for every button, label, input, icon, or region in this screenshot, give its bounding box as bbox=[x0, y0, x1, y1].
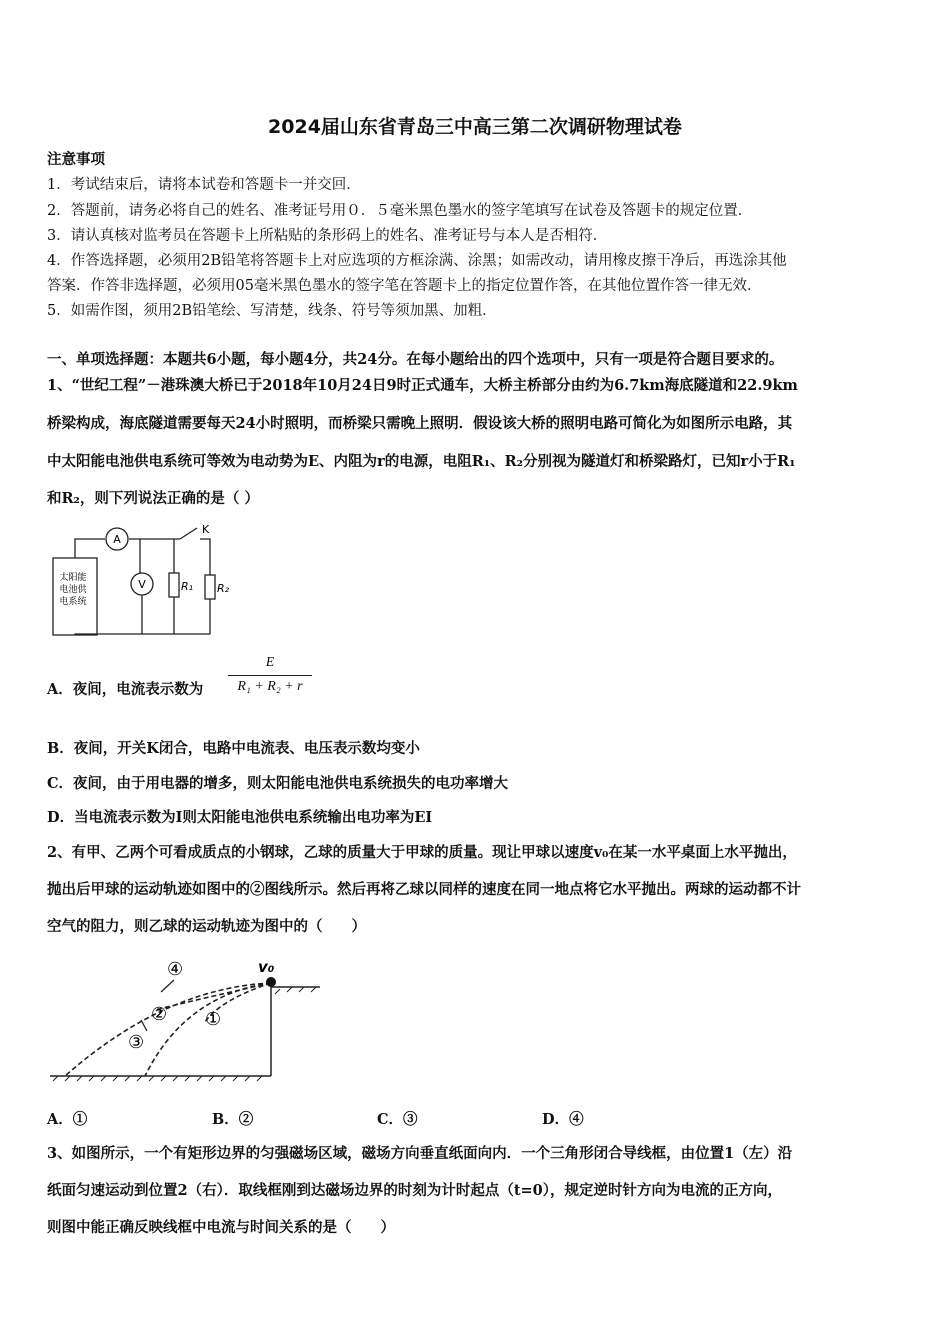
notice-heading: 注意事项 bbox=[47, 151, 105, 168]
q3-line-2: 纸面匀速运动到位置2（右）．取线框刚到达磁场边界的时刻为计时起点（t=0），规定逆时针方向为电流的正方向， bbox=[47, 1182, 783, 1199]
q1-option-d: D．当电流表示数为I则太阳能电池供电系统输出电功率为EI bbox=[47, 809, 433, 826]
notice-item-1: 1．考试结束后，请将本试卷和答题卡一并交回． bbox=[47, 177, 361, 193]
v0-label: v₀ bbox=[258, 958, 275, 976]
notice-item-4-cont: 答案．作答非选择题，必须用05毫米黑色墨水的签字笔在答题卡上的指定位置作答，在其他位置作答一律无效． bbox=[47, 278, 762, 294]
notice-item-3: 3．请认真核对监考员在答题卡上所粘贴的条形码上的姓名、准考证号与本人是否相符． bbox=[47, 228, 608, 244]
q3-line-1: 3、如图所示，一个有矩形边界的匀强磁场区域，磁场方向垂直纸面向内．一个三角形闭合导线框，由位置1（左）沿 bbox=[47, 1145, 793, 1162]
resistor-r1 bbox=[169, 573, 179, 597]
q1-option-a: A．夜间，电流表示数为 bbox=[47, 681, 204, 698]
label-2: ② bbox=[151, 1004, 168, 1025]
current-fraction bbox=[228, 655, 312, 701]
q1-line-4: 和R₂，则下列说法正确的是（ ） bbox=[47, 490, 259, 507]
trajectory-2 bbox=[155, 983, 271, 1010]
q2-option-b: B．② bbox=[212, 1111, 254, 1128]
section-heading: 一、单项选择题：本题共6小题，每小题4分，共24分。在每小题给出的四个选项中，只有一项是符合题目要求的。 bbox=[47, 351, 784, 368]
q2-line-3: 空气的阻力，则乙球的运动轨迹为图中的（ ） bbox=[47, 918, 366, 935]
q1-option-c: C．夜间，由于用电器的增多，则太阳能电池供电系统损失的电功率增大 bbox=[47, 775, 509, 792]
q2-option-a: A．① bbox=[47, 1111, 88, 1128]
box-label-1: 太阳能 bbox=[59, 573, 87, 583]
q1-line-2: 桥梁构成，海底隧道需要每天24小时照明，而桥梁只需晚上照明．假设该大桥的照明电路可简化为如图所示电路，其 bbox=[47, 415, 793, 432]
q2-line-2: 抛出后甲球的运动轨迹如图中的②图线所示。然后再将乙球以同样的速度在同一地点将它水平抛出。两球的运动都不计 bbox=[47, 881, 801, 898]
q1-option-b: B．夜间，开关K闭合，电路中电流表、电压表示数均变小 bbox=[47, 740, 420, 757]
voltmeter-label: V bbox=[138, 578, 146, 591]
trajectory-diagram bbox=[45, 950, 330, 1085]
box-label-3: 电系统 bbox=[59, 597, 87, 607]
trajectory-4 bbox=[65, 983, 271, 1076]
switch-k bbox=[180, 528, 197, 539]
q2-option-c: C．③ bbox=[377, 1111, 418, 1128]
exam-title: 2024届山东省青岛三中高三第二次调研物理试卷 bbox=[268, 116, 682, 138]
label-3: ③ bbox=[128, 1032, 145, 1053]
label-1: ① bbox=[205, 1009, 222, 1030]
fraction-numerator: E bbox=[265, 655, 275, 670]
q2-line-1: 2、有甲、乙两个可看成质点的小钢球，乙球的质量大于甲球的质量。现让甲球以速度v₀在某一水平桌面上水平抛出， bbox=[47, 844, 797, 861]
resistor-r2 bbox=[205, 575, 215, 599]
q2-option-d: D．④ bbox=[542, 1111, 584, 1128]
ball-icon bbox=[266, 977, 276, 987]
notice-item-2: 2．答题前，请务必将自己的姓名、准考证号用０．５毫米黑色墨水的签字笔填写在试卷及答题卡的规定位置． bbox=[47, 203, 753, 219]
ammeter-label: A bbox=[113, 533, 121, 546]
r1-label: R₁ bbox=[181, 580, 194, 593]
box-label-2: 电池供 bbox=[59, 585, 87, 595]
label-4: ④ bbox=[167, 959, 184, 980]
notice-item-5: 5．如需作图，须用2B铅笔绘、写清楚，线条、符号等须加黑、加粗． bbox=[47, 303, 497, 319]
r2-label: R₂ bbox=[217, 582, 230, 595]
circuit-diagram bbox=[45, 520, 245, 645]
fraction-denominator: R₁ + R₂ + r bbox=[237, 679, 303, 694]
q1-line-3: 中太阳能电池供电系统可等效为电动势为E、内阻为r的电源，电阻R₁、R₂分别视为隧道灯和桥梁路灯，已知r小于R₁ bbox=[47, 453, 796, 470]
q1-line-1: 1、“世纪工程”－港珠澳大桥已于2018年10月24日9时正式通车，大桥主桥部分由约为6.7km海底隧道和22.9km bbox=[47, 377, 798, 394]
q3-line-3: 则图中能正确反映线框中电流与时间关系的是（ ） bbox=[47, 1219, 395, 1236]
notice-item-4: 4．作答选择题，必须用2B铅笔将答题卡上对应选项的方框涂满、涂黑；如需改动，请用橡皮擦干净后，再选涂其他 bbox=[47, 253, 787, 269]
switch-label: K bbox=[202, 523, 210, 536]
